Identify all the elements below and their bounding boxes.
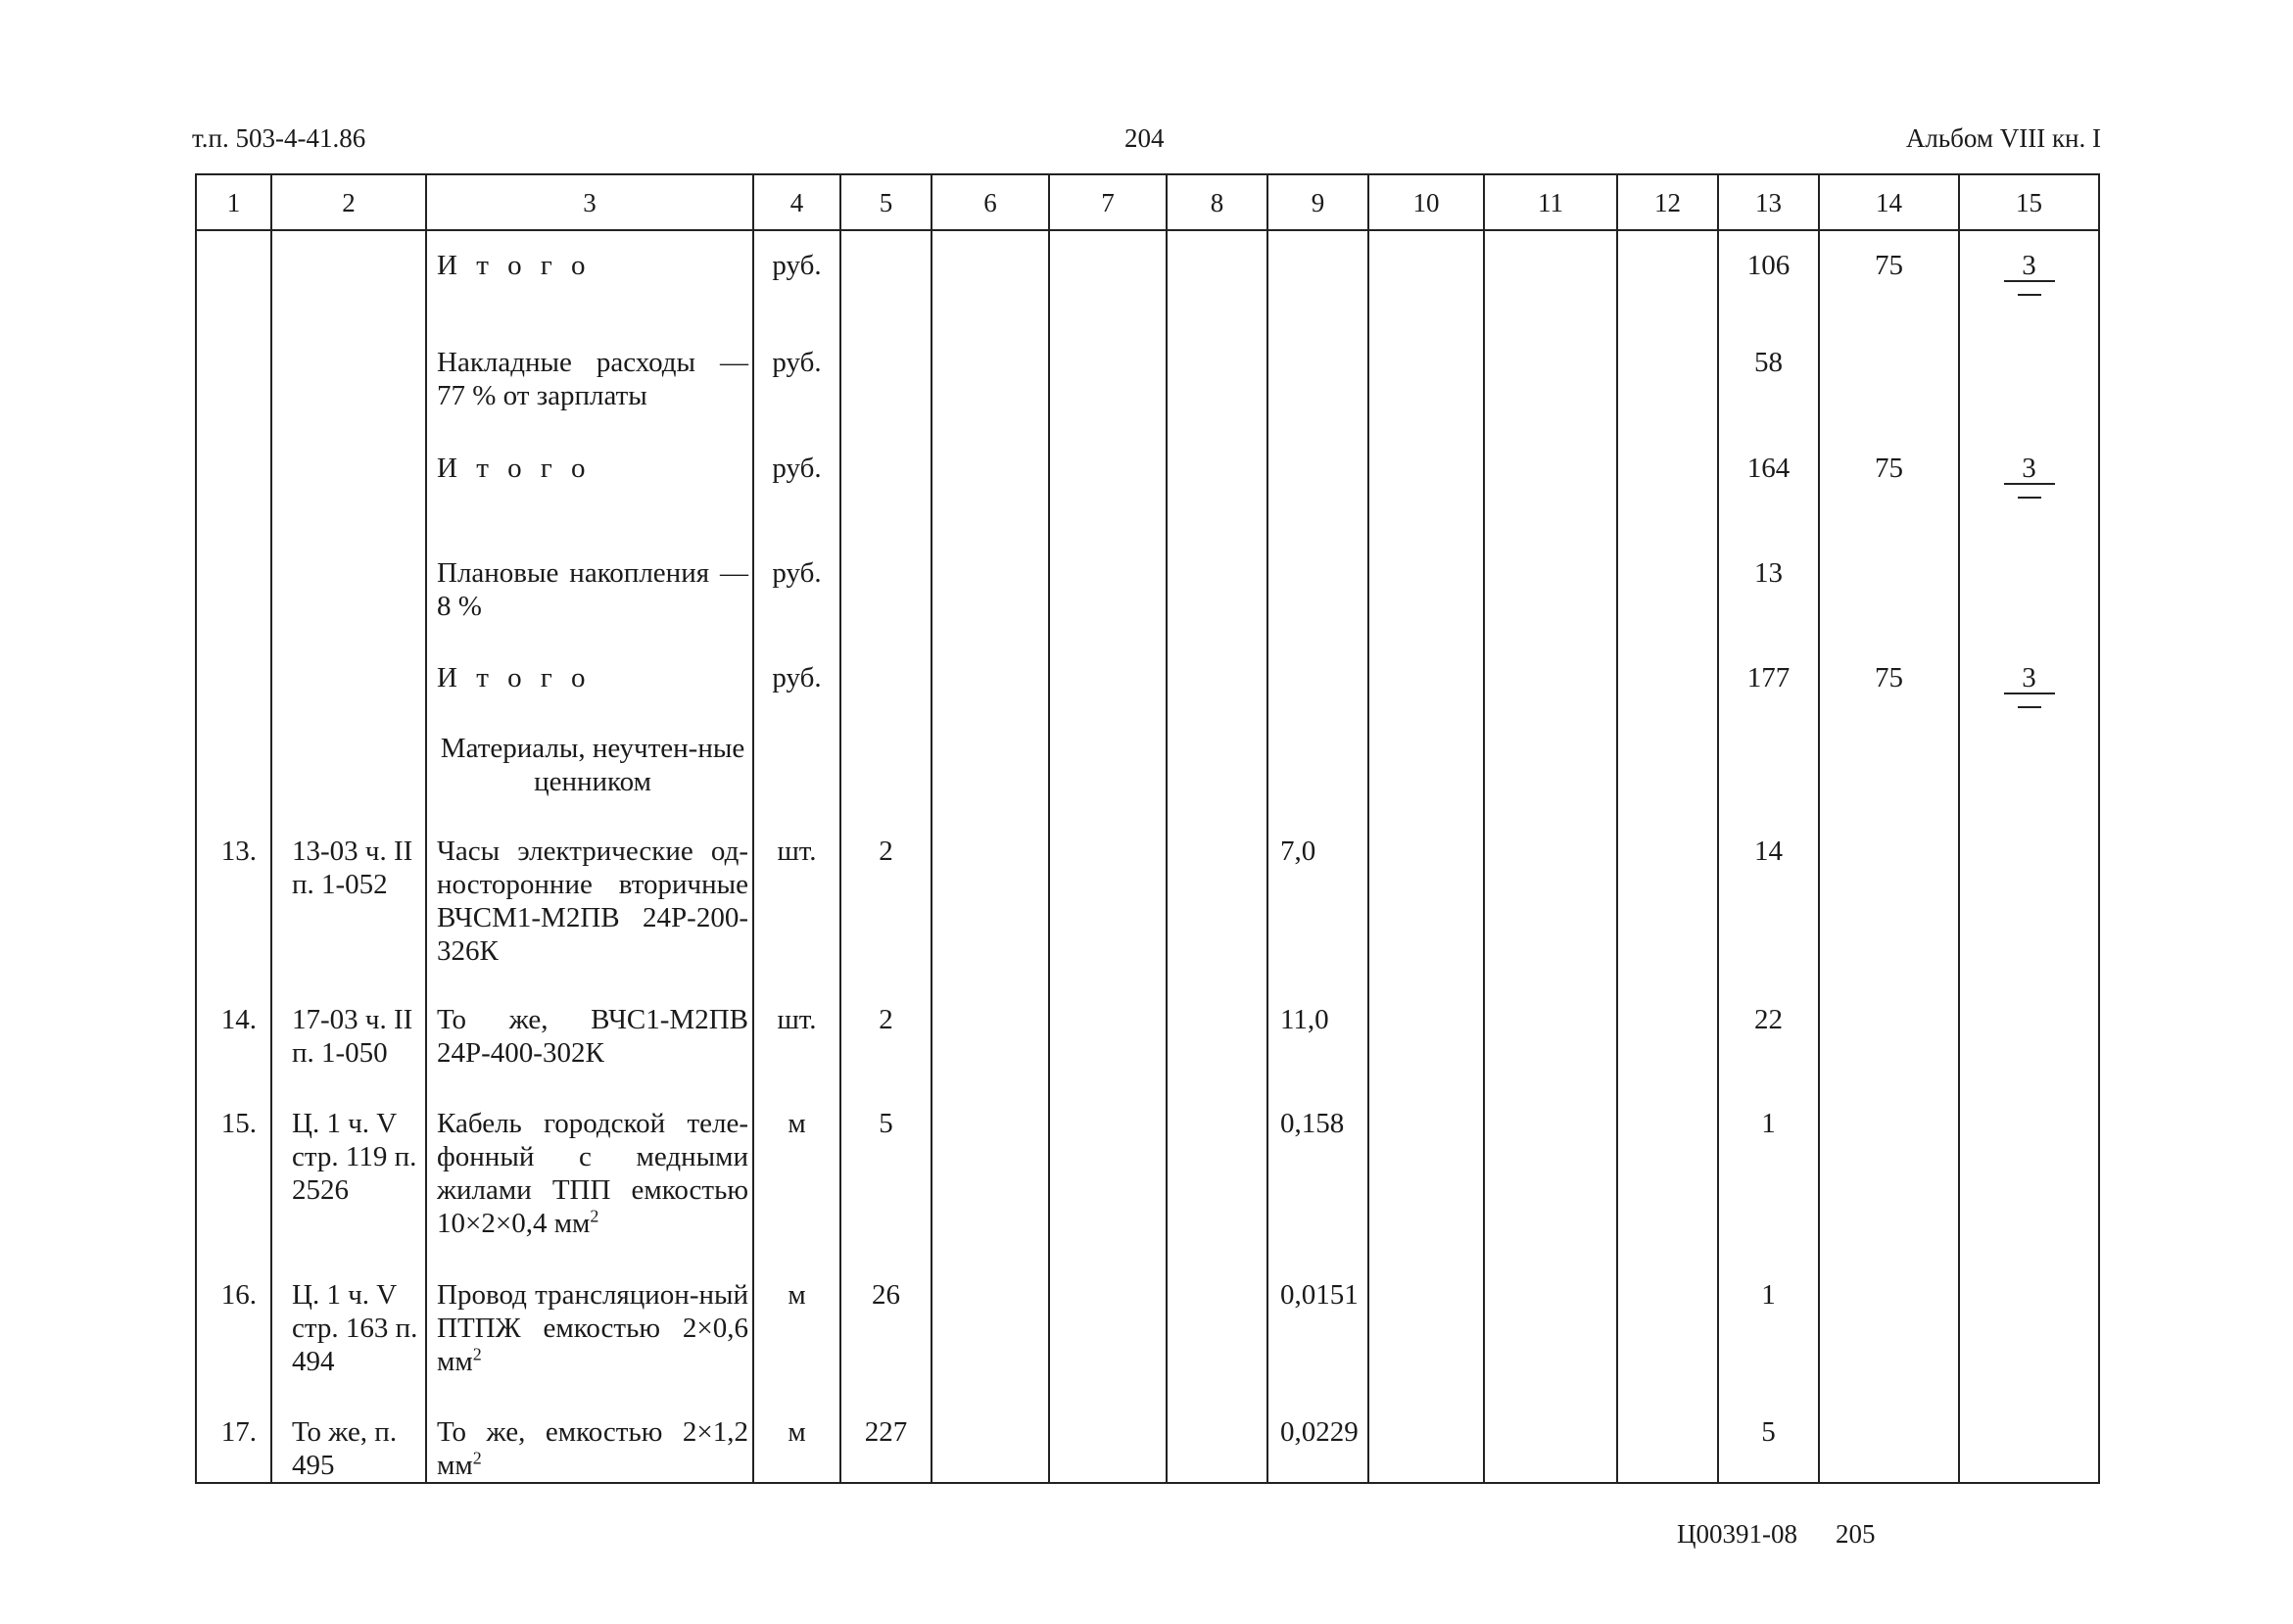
row-col-12: [1617, 817, 1718, 985]
unit-exponent: 2: [590, 1206, 599, 1226]
row-unit: руб.: [753, 644, 840, 714]
row-description: [426, 1089, 753, 1261]
row-machine-cost: [1959, 714, 2099, 817]
row-col-7: [1049, 714, 1167, 817]
row-description-text: То же, ВЧС1-М2ПВ 24Р-400-302К: [437, 1004, 748, 1069]
fraction-value: [2004, 663, 2055, 708]
row-unit: м: [753, 1261, 840, 1398]
footer-page: 205: [1836, 1519, 1876, 1549]
row-unit-price: [1267, 434, 1368, 539]
row-description: [426, 328, 753, 434]
row-reference: [271, 539, 426, 644]
row-col-6: [932, 1261, 1049, 1398]
row-col-7: [1049, 817, 1167, 985]
row-col-7: [1049, 1398, 1167, 1483]
row-col-6: [932, 230, 1049, 328]
row-col-12: [1617, 985, 1718, 1089]
row-machine-cost: [1959, 1089, 2099, 1261]
row-total-cost: 5: [1718, 1398, 1819, 1483]
row-number: [196, 714, 271, 817]
row-col-12: [1617, 434, 1718, 539]
table-row: [196, 328, 2099, 434]
row-unit: руб.: [753, 328, 840, 434]
row-reference: 13-03 ч. II п. 1-052: [271, 817, 426, 985]
row-col-12: [1617, 1398, 1718, 1483]
row-quantity: [840, 434, 932, 539]
fraction-numerator: 3: [2004, 663, 2055, 694]
column-header: 7: [1049, 174, 1167, 230]
row-description-text: И т о г о: [437, 250, 592, 281]
row-unit-price: 0,158: [1267, 1089, 1368, 1261]
row-wages: 75: [1819, 434, 1959, 539]
row-col-8: [1167, 1089, 1267, 1261]
fraction-denominator-dash: [2004, 485, 2055, 499]
fraction-denominator-dash: [2004, 282, 2055, 296]
row-machine-cost: [1959, 985, 2099, 1089]
row-quantity: 5: [840, 1089, 932, 1261]
row-description-text: Кабель городской теле-фонный с медными жилами ТПП емкостью 10×2×0,4 мм: [437, 1108, 748, 1239]
row-reference: [271, 714, 426, 817]
row-quantity: [840, 714, 932, 817]
row-machine-cost: [1959, 1261, 2099, 1398]
doc-code: т.п. 503-4-41.86: [192, 123, 366, 153]
row-reference: 17-03 ч. II п. 1-050: [271, 985, 426, 1089]
table-row: [196, 817, 2099, 985]
row-total-cost: 1: [1718, 1261, 1819, 1398]
row-quantity: 26: [840, 1261, 932, 1398]
row-wages: [1819, 328, 1959, 434]
row-description: [426, 434, 753, 539]
row-quantity: [840, 328, 932, 434]
row-number: 14.: [196, 985, 271, 1089]
row-col-6: [932, 644, 1049, 714]
column-header: 14: [1819, 174, 1959, 230]
row-total-cost: 22: [1718, 985, 1819, 1089]
row-number: 16.: [196, 1261, 271, 1398]
row-number: [196, 434, 271, 539]
row-col-6: [932, 1089, 1049, 1261]
row-col-8: [1167, 817, 1267, 985]
table-row: [196, 434, 2099, 539]
unit-exponent: 2: [472, 1448, 482, 1468]
row-col-7: [1049, 539, 1167, 644]
column-header: 12: [1617, 174, 1718, 230]
row-col-7: [1049, 328, 1167, 434]
table-body: [196, 230, 2099, 1483]
row-col-8: [1167, 644, 1267, 714]
row-description: [426, 644, 753, 714]
row-wages: [1819, 1398, 1959, 1483]
row-col-11: [1484, 644, 1617, 714]
column-number-row: [196, 174, 2099, 230]
row-unit-price: 7,0: [1267, 817, 1368, 985]
row-wages: [1819, 539, 1959, 644]
row-description-text: Плановые накопления — 8 %: [437, 557, 748, 622]
row-col-8: [1167, 328, 1267, 434]
row-unit: м: [753, 1398, 840, 1483]
row-number: [196, 644, 271, 714]
table-row: [196, 1398, 2099, 1483]
row-col-6: [932, 434, 1049, 539]
row-unit-price: 11,0: [1267, 985, 1368, 1089]
row-col-8: [1167, 230, 1267, 328]
row-total-cost: 58: [1718, 328, 1819, 434]
row-unit-price: 0,0229: [1267, 1398, 1368, 1483]
table-row: [196, 714, 2099, 817]
row-quantity: [840, 539, 932, 644]
row-reference: [271, 434, 426, 539]
row-col-8: [1167, 985, 1267, 1089]
row-total-cost: [1718, 714, 1819, 817]
row-unit-price: [1267, 644, 1368, 714]
fraction-denominator-dash: [2004, 694, 2055, 708]
row-col-11: [1484, 434, 1617, 539]
row-col-7: [1049, 985, 1167, 1089]
row-description-text: Материалы, неучтен-ные ценником: [440, 733, 745, 797]
row-col-6: [932, 328, 1049, 434]
row-col-11: [1484, 1089, 1617, 1261]
row-col-6: [932, 714, 1049, 817]
row-unit-price: [1267, 230, 1368, 328]
row-description-text: Часы электрические од-носторонние вторичные ВЧСМ1-М2ПВ 24Р-200-326К: [437, 836, 748, 967]
row-col-10: [1368, 644, 1484, 714]
column-header: 10: [1368, 174, 1484, 230]
row-col-6: [932, 817, 1049, 985]
fraction-value: [2004, 251, 2055, 296]
row-col-12: [1617, 1089, 1718, 1261]
row-col-12: [1617, 230, 1718, 328]
row-col-10: [1368, 434, 1484, 539]
row-reference: То же, п. 495: [271, 1398, 426, 1483]
row-unit: м: [753, 1089, 840, 1261]
row-col-7: [1049, 644, 1167, 714]
row-machine-cost: [1959, 817, 2099, 985]
row-unit-price: [1267, 328, 1368, 434]
row-wages: 75: [1819, 230, 1959, 328]
row-unit: руб.: [753, 434, 840, 539]
row-quantity: 227: [840, 1398, 932, 1483]
row-col-11: [1484, 714, 1617, 817]
column-header: 15: [1959, 174, 2099, 230]
row-col-8: [1167, 434, 1267, 539]
row-description: [426, 230, 753, 328]
row-machine-cost: [1959, 539, 2099, 644]
row-number: [196, 230, 271, 328]
table-row: [196, 230, 2099, 328]
row-col-11: [1484, 1261, 1617, 1398]
row-wages: [1819, 714, 1959, 817]
row-wages: [1819, 1261, 1959, 1398]
row-description-text: Накладные расходы — 77 % от зарплаты: [437, 347, 748, 411]
row-total-cost: 1: [1718, 1089, 1819, 1261]
row-total-cost: 177: [1718, 644, 1819, 714]
row-col-11: [1484, 817, 1617, 985]
row-unit-price: [1267, 539, 1368, 644]
row-unit-price: 0,0151: [1267, 1261, 1368, 1398]
row-machine-cost: [1959, 328, 2099, 434]
row-col-10: [1368, 985, 1484, 1089]
row-col-7: [1049, 1261, 1167, 1398]
table-row: [196, 644, 2099, 714]
row-col-10: [1368, 1089, 1484, 1261]
row-description-text: И т о г о: [437, 453, 592, 484]
page-number: 204: [1124, 123, 1165, 153]
row-col-8: [1167, 714, 1267, 817]
column-header: 3: [426, 174, 753, 230]
row-quantity: [840, 644, 932, 714]
row-reference: Ц. 1 ч. V стр. 163 п. 494: [271, 1261, 426, 1398]
row-wages: [1819, 1089, 1959, 1261]
row-col-12: [1617, 644, 1718, 714]
row-number: 13.: [196, 817, 271, 985]
column-header: 11: [1484, 174, 1617, 230]
row-unit: шт.: [753, 817, 840, 985]
row-total-cost: 164: [1718, 434, 1819, 539]
row-description: [426, 1261, 753, 1398]
row-unit: руб.: [753, 230, 840, 328]
unit-exponent: 2: [472, 1344, 482, 1364]
row-col-7: [1049, 1089, 1167, 1261]
row-col-8: [1167, 1261, 1267, 1398]
row-col-12: [1617, 328, 1718, 434]
row-description: [426, 817, 753, 985]
column-header: 9: [1267, 174, 1368, 230]
table-row: [196, 539, 2099, 644]
row-col-12: [1617, 539, 1718, 644]
row-number: 17.: [196, 1398, 271, 1483]
row-reference: [271, 328, 426, 434]
fraction-numerator: 3: [2004, 454, 2055, 485]
column-header: 1: [196, 174, 271, 230]
table-row: [196, 1089, 2099, 1261]
row-col-10: [1368, 230, 1484, 328]
row-unit: [753, 714, 840, 817]
row-wages: [1819, 985, 1959, 1089]
row-col-12: [1617, 1261, 1718, 1398]
row-col-7: [1049, 230, 1167, 328]
row-number: [196, 539, 271, 644]
row-machine-cost: [1959, 434, 2099, 539]
row-description: [426, 985, 753, 1089]
row-col-10: [1368, 714, 1484, 817]
column-header: 6: [932, 174, 1049, 230]
row-reference: Ц. 1 ч. V стр. 119 п. 2526: [271, 1089, 426, 1261]
row-col-6: [932, 539, 1049, 644]
row-total-cost: 14: [1718, 817, 1819, 985]
row-description-text: Провод трансляцион-ный ПТПЖ емкостью 2×0,6 мм: [437, 1279, 748, 1377]
row-col-6: [932, 985, 1049, 1089]
row-col-11: [1484, 539, 1617, 644]
row-quantity: 2: [840, 817, 932, 985]
row-col-6: [932, 1398, 1049, 1483]
row-reference: [271, 644, 426, 714]
row-col-11: [1484, 328, 1617, 434]
album-label: Альбом VIII кн. I: [1905, 123, 2101, 153]
row-unit-price: [1267, 714, 1368, 817]
row-total-cost: 13: [1718, 539, 1819, 644]
column-header: 5: [840, 174, 932, 230]
row-col-10: [1368, 1398, 1484, 1483]
row-quantity: [840, 230, 932, 328]
fraction-numerator: 3: [2004, 251, 2055, 282]
column-header: 13: [1718, 174, 1819, 230]
row-description-text: И т о г о: [437, 662, 592, 693]
column-header: 2: [271, 174, 426, 230]
row-col-7: [1049, 434, 1167, 539]
row-number: 15.: [196, 1089, 271, 1261]
table-row: [196, 985, 2099, 1089]
estimate-table: [195, 173, 2100, 1484]
row-col-12: [1617, 714, 1718, 817]
row-description: [426, 539, 753, 644]
row-col-8: [1167, 1398, 1267, 1483]
row-reference: [271, 230, 426, 328]
row-unit: шт.: [753, 985, 840, 1089]
row-col-10: [1368, 328, 1484, 434]
footer-code: Ц00391-08: [1677, 1519, 1797, 1549]
row-col-11: [1484, 1398, 1617, 1483]
row-wages: 75: [1819, 644, 1959, 714]
column-header: 8: [1167, 174, 1267, 230]
row-total-cost: 106: [1718, 230, 1819, 328]
row-number: [196, 328, 271, 434]
row-quantity: 2: [840, 985, 932, 1089]
row-col-11: [1484, 230, 1617, 328]
row-col-10: [1368, 817, 1484, 985]
row-machine-cost: [1959, 230, 2099, 328]
row-col-8: [1167, 539, 1267, 644]
row-description: [426, 1398, 753, 1483]
row-unit: руб.: [753, 539, 840, 644]
row-machine-cost: [1959, 1398, 2099, 1483]
row-col-10: [1368, 539, 1484, 644]
row-col-10: [1368, 1261, 1484, 1398]
fraction-value: [2004, 454, 2055, 499]
column-header: 4: [753, 174, 840, 230]
table-row: [196, 1261, 2099, 1398]
row-machine-cost: [1959, 644, 2099, 714]
row-description-text: То же, емкостью 2×1,2 мм: [437, 1416, 748, 1481]
row-description: [426, 714, 753, 817]
row-col-11: [1484, 985, 1617, 1089]
row-wages: [1819, 817, 1959, 985]
